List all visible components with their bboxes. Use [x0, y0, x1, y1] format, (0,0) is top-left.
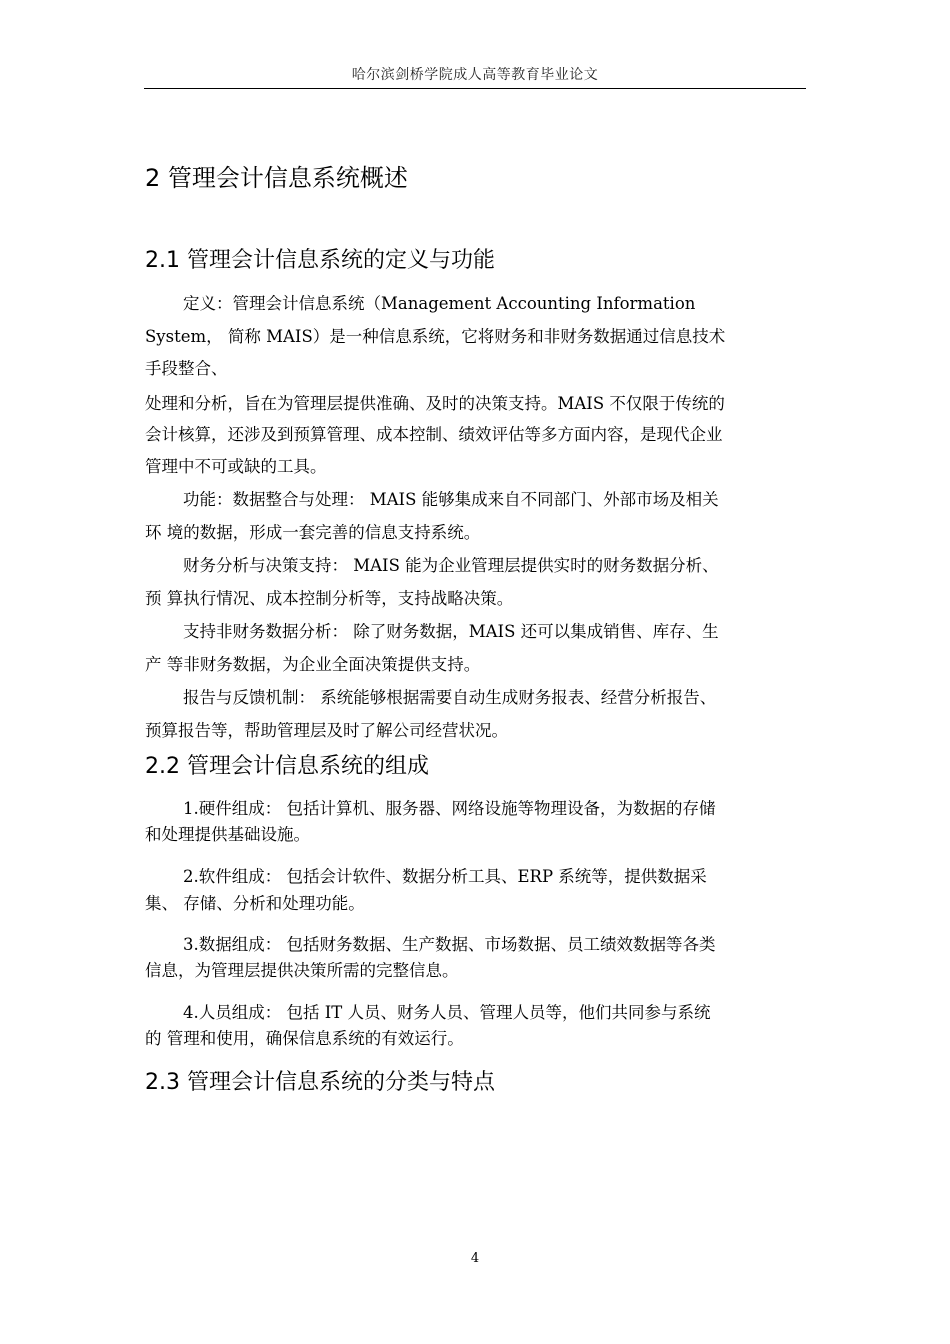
paragraph-line: 手段整合、	[145, 359, 228, 378]
header-divider	[144, 88, 806, 89]
paragraph-line: 会计核算，还涉及到预算管理、成本控制、绩效评估等多方面内容，是现代企业	[145, 425, 723, 444]
paragraph-line: 3.数据组成： 包括财务数据、生产数据、市场数据、员工绩效数据等各类	[183, 935, 716, 954]
paragraph-line: 定义：管理会计信息系统（Management Accounting Information	[183, 294, 696, 313]
paragraph-line: 的 管理和使用，确保信息系统的有效运行。	[145, 1029, 464, 1048]
paragraph-line: 功能：数据整合与处理： MAIS 能够集成来自不同部门、外部市场及相关	[183, 490, 719, 509]
paragraph-line: 报告与反馈机制： 系统能够根据需要自动生成财务报表、经营分析报告、	[183, 688, 717, 707]
chapter-title: 2 管理会计信息系统概述	[145, 164, 408, 192]
section-2-2-title: 2.2 管理会计信息系统的组成	[145, 754, 429, 779]
paragraph-line: 2.软件组成： 包括会计软件、数据分析工具、ERP 系统等，提供数据采	[183, 867, 707, 886]
paragraph-line: 处理和分析，旨在为管理层提供准确、及时的决策支持。MAIS 不仅限于传统的	[145, 394, 725, 413]
paragraph-line: 预 算执行情况、成本控制分析等，支持战略决策。	[145, 589, 514, 608]
paragraph-line: 财务分析与决策支持： MAIS 能为企业管理层提供实时的财务数据分析、	[183, 556, 719, 575]
paragraph-line: 支持非财务数据分析： 除了财务数据，MAIS 还可以集成销售、库存、生	[183, 622, 719, 641]
paragraph-line: 环 境的数据，形成一套完善的信息支持系统。	[145, 523, 481, 542]
running-header: 哈尔滨剑桥学院成人高等教育毕业论文	[351, 67, 599, 83]
paragraph-line: 集、 存储、分析和处理功能。	[145, 894, 365, 913]
paragraph-line: 4.人员组成： 包括 IT 人员、财务人员、管理人员等，他们共同参与系统	[183, 1003, 711, 1022]
paragraph-line: 管理中不可或缺的工具。	[145, 457, 327, 476]
paragraph-line: 信息，为管理层提供决策所需的完整信息。	[145, 961, 459, 980]
paragraph-line: System， 简称 MAIS）是一种信息系统，它将财务和非财务数据通过信息技术	[145, 327, 726, 346]
paragraph-line: 和处理提供基础设施。	[145, 825, 310, 844]
paragraph-line: 产 等非财务数据，为企业全面决策提供支持。	[145, 655, 481, 674]
section-2-3-title: 2.3 管理会计信息系统的分类与特点	[145, 1070, 495, 1095]
page-number: 4	[470, 1251, 480, 1266]
paragraph-line: 预算报告等，帮助管理层及时了解公司经营状况。	[145, 721, 508, 740]
section-2-1-title: 2.1 管理会计信息系统的定义与功能	[145, 248, 495, 273]
paragraph-line: 1.硬件组成： 包括计算机、服务器、网络设施等物理设备，为数据的存储	[183, 799, 716, 818]
